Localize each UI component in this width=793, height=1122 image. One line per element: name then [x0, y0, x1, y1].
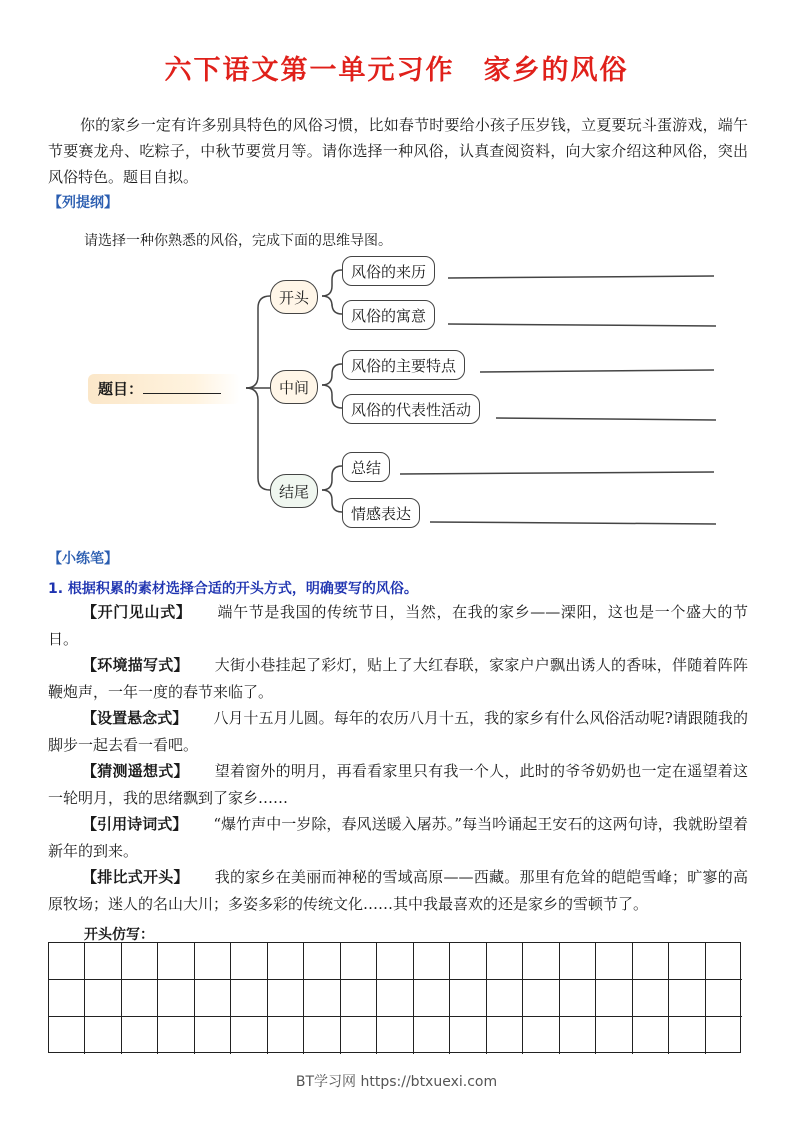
item-main-features: 风俗的主要特点	[342, 350, 465, 380]
example-opening-imagination	[48, 758, 748, 812]
grid-cell[interactable]	[523, 980, 559, 1017]
practice-question-1: 1. 根据积累的素材选择合适的开头方式，明确要写的风俗。	[48, 581, 418, 597]
grid-cell[interactable]	[560, 980, 596, 1017]
grid-cell[interactable]	[596, 943, 632, 980]
grid-cell[interactable]	[85, 943, 121, 980]
example-opening-parallelism	[48, 864, 748, 918]
grid-cell[interactable]	[195, 943, 231, 980]
grid-cell[interactable]	[158, 980, 194, 1017]
grid-cell[interactable]	[304, 980, 340, 1017]
topic-blank[interactable]	[143, 377, 221, 394]
item-custom-origin: 风俗的来历	[342, 256, 435, 286]
brace-2-top	[322, 364, 342, 385]
grid-cell[interactable]	[377, 1017, 413, 1054]
grid-cell[interactable]	[122, 1017, 158, 1054]
grid-cell[interactable]	[633, 943, 669, 980]
grid-cell[interactable]	[450, 943, 486, 980]
section-middle: 中间	[270, 370, 318, 404]
blank-line	[448, 276, 714, 278]
blank-line	[430, 522, 716, 524]
item-emotion: 情感表达	[342, 498, 420, 528]
grid-cell[interactable]	[268, 980, 304, 1017]
example-opening-environment	[48, 652, 748, 706]
blank-line	[400, 472, 714, 474]
intro-paragraph: 你的家乡一定有许多别具特色的风俗习惯，比如春节时要给小孩子压岁钱，立夏要玩斗蛋游戏，端午节要赛龙舟、吃粽子，中秋节要赏月等。请你选择一种风俗，认真查阅资料，向大家介绍这种风俗，突出风俗特色。题目自拟。	[48, 116, 748, 186]
example-text: 大街小巷挂起了彩灯，贴上了大红春联，家家户户飘出诱人的香味，伴随着阵阵鞭炮声，一年一度的春节来临了。	[48, 656, 748, 701]
grid-cell[interactable]	[596, 1017, 632, 1054]
grid-cell[interactable]	[195, 980, 231, 1017]
writing-grid[interactable]	[48, 942, 741, 1053]
brace-main-top	[246, 296, 270, 388]
example-tag: 【开门见山式】	[82, 603, 192, 621]
grid-cell[interactable]	[195, 1017, 231, 1054]
grid-cell[interactable]	[450, 1017, 486, 1054]
grid-cell[interactable]	[268, 943, 304, 980]
practice-heading: 【小练笔】	[48, 551, 118, 567]
grid-cell[interactable]	[487, 980, 523, 1017]
page-title: 六下语文第一单元习作 家乡的风俗	[164, 55, 629, 86]
grid-cell[interactable]	[414, 1017, 450, 1054]
brace-main-bottom	[246, 388, 270, 490]
grid-cell[interactable]	[487, 943, 523, 980]
example-text: 我的家乡在美丽而神秘的雪域高原——西藏。那里有危耸的皑皑雪峰；旷寥的高原牧场；迷人的名山大川；多姿多彩的传统文化……其中我最喜欢的还是家乡的雪顿节了。	[48, 868, 748, 913]
grid-cell[interactable]	[85, 980, 121, 1017]
grid-cell[interactable]	[341, 943, 377, 980]
example-tag: 【猜测遥想式】	[82, 762, 189, 780]
imitation-label: 开头仿写：	[84, 927, 154, 943]
outline-heading: 【列提纲】	[48, 195, 118, 211]
section-opening: 开头	[270, 280, 318, 314]
grid-cell[interactable]	[633, 980, 669, 1017]
grid-cell[interactable]	[450, 980, 486, 1017]
brace-1-bottom	[322, 296, 342, 314]
outline-prompt: 请选择一种你熟悉的风俗，完成下面的思维导图。	[84, 233, 392, 249]
grid-cell[interactable]	[341, 1017, 377, 1054]
example-text: 望着窗外的明月，再看看家里只有我一个人，此时的爷爷奶奶也一定在遥望着这一轮明月，我的思绪飘到了家乡……	[48, 762, 748, 807]
grid-cell[interactable]	[341, 980, 377, 1017]
topic-label: 题目：	[98, 380, 144, 398]
item-representative-activities: 风俗的代表性活动	[342, 394, 480, 424]
grid-cell[interactable]	[633, 1017, 669, 1054]
section-ending: 结尾	[270, 474, 318, 508]
brace-3-bottom	[322, 490, 342, 512]
blank-line	[448, 324, 716, 326]
grid-cell[interactable]	[523, 943, 559, 980]
example-text: “爆竹声中一岁除，春风送暖入屠苏。”每当吟诵起王安石的这两句诗，我就盼望着新年的到来。	[48, 815, 748, 860]
example-tag: 【设置悬念式】	[82, 709, 188, 727]
grid-cell[interactable]	[377, 943, 413, 980]
example-tag: 【环境描写式】	[82, 656, 189, 674]
blank-line	[480, 370, 714, 372]
brace-1-top	[322, 270, 342, 296]
grid-cell[interactable]	[560, 1017, 596, 1054]
grid-cell[interactable]	[85, 1017, 121, 1054]
grid-cell[interactable]	[560, 943, 596, 980]
grid-cell[interactable]	[669, 1017, 705, 1054]
example-tag: 【排比式开头】	[82, 868, 189, 886]
brace-2-bottom	[322, 385, 342, 408]
grid-cell[interactable]	[523, 1017, 559, 1054]
grid-cell[interactable]	[669, 980, 705, 1017]
grid-cell[interactable]	[158, 943, 194, 980]
grid-cell[interactable]	[49, 1017, 85, 1054]
grid-cell[interactable]	[231, 943, 267, 980]
grid-cell[interactable]	[377, 980, 413, 1017]
topic-box	[88, 374, 240, 404]
grid-cell[interactable]	[268, 1017, 304, 1054]
example-tag: 【引用诗词式】	[82, 815, 188, 833]
grid-cell[interactable]	[706, 980, 742, 1017]
grid-cell[interactable]	[414, 943, 450, 980]
grid-cell[interactable]	[706, 943, 742, 980]
grid-cell[interactable]	[122, 980, 158, 1017]
item-custom-meaning: 风俗的寓意	[342, 300, 435, 330]
grid-cell[interactable]	[49, 943, 85, 980]
grid-cell[interactable]	[304, 1017, 340, 1054]
grid-cell[interactable]	[231, 1017, 267, 1054]
grid-cell[interactable]	[596, 980, 632, 1017]
grid-cell[interactable]	[414, 980, 450, 1017]
example-text: 八月十五月儿圆。每年的农历八月十五，我的家乡有什么风俗活动呢?请跟随我的脚步一起去看一看吧。	[48, 709, 748, 754]
grid-cell[interactable]	[487, 1017, 523, 1054]
item-summary: 总结	[342, 452, 390, 482]
example-text: 端午节是我国的传统节日，当然，在我的家乡——溧阳，这也是一个盛大的节日。	[48, 603, 748, 648]
footer-watermark: BT学习网 https://btxuexi.com	[295, 1074, 498, 1090]
grid-cell[interactable]	[122, 943, 158, 980]
grid-cell[interactable]	[158, 1017, 194, 1054]
grid-cell[interactable]	[304, 943, 340, 980]
example-opening-suspense	[48, 705, 748, 759]
grid-cell[interactable]	[231, 980, 267, 1017]
grid-cell[interactable]	[49, 980, 85, 1017]
grid-cell[interactable]	[706, 1017, 742, 1054]
grid-cell[interactable]	[669, 943, 705, 980]
blank-line	[496, 418, 716, 420]
mind-map	[0, 250, 793, 540]
example-opening-direct	[48, 599, 748, 653]
example-opening-poetry	[48, 811, 748, 865]
brace-3-top	[322, 466, 342, 490]
